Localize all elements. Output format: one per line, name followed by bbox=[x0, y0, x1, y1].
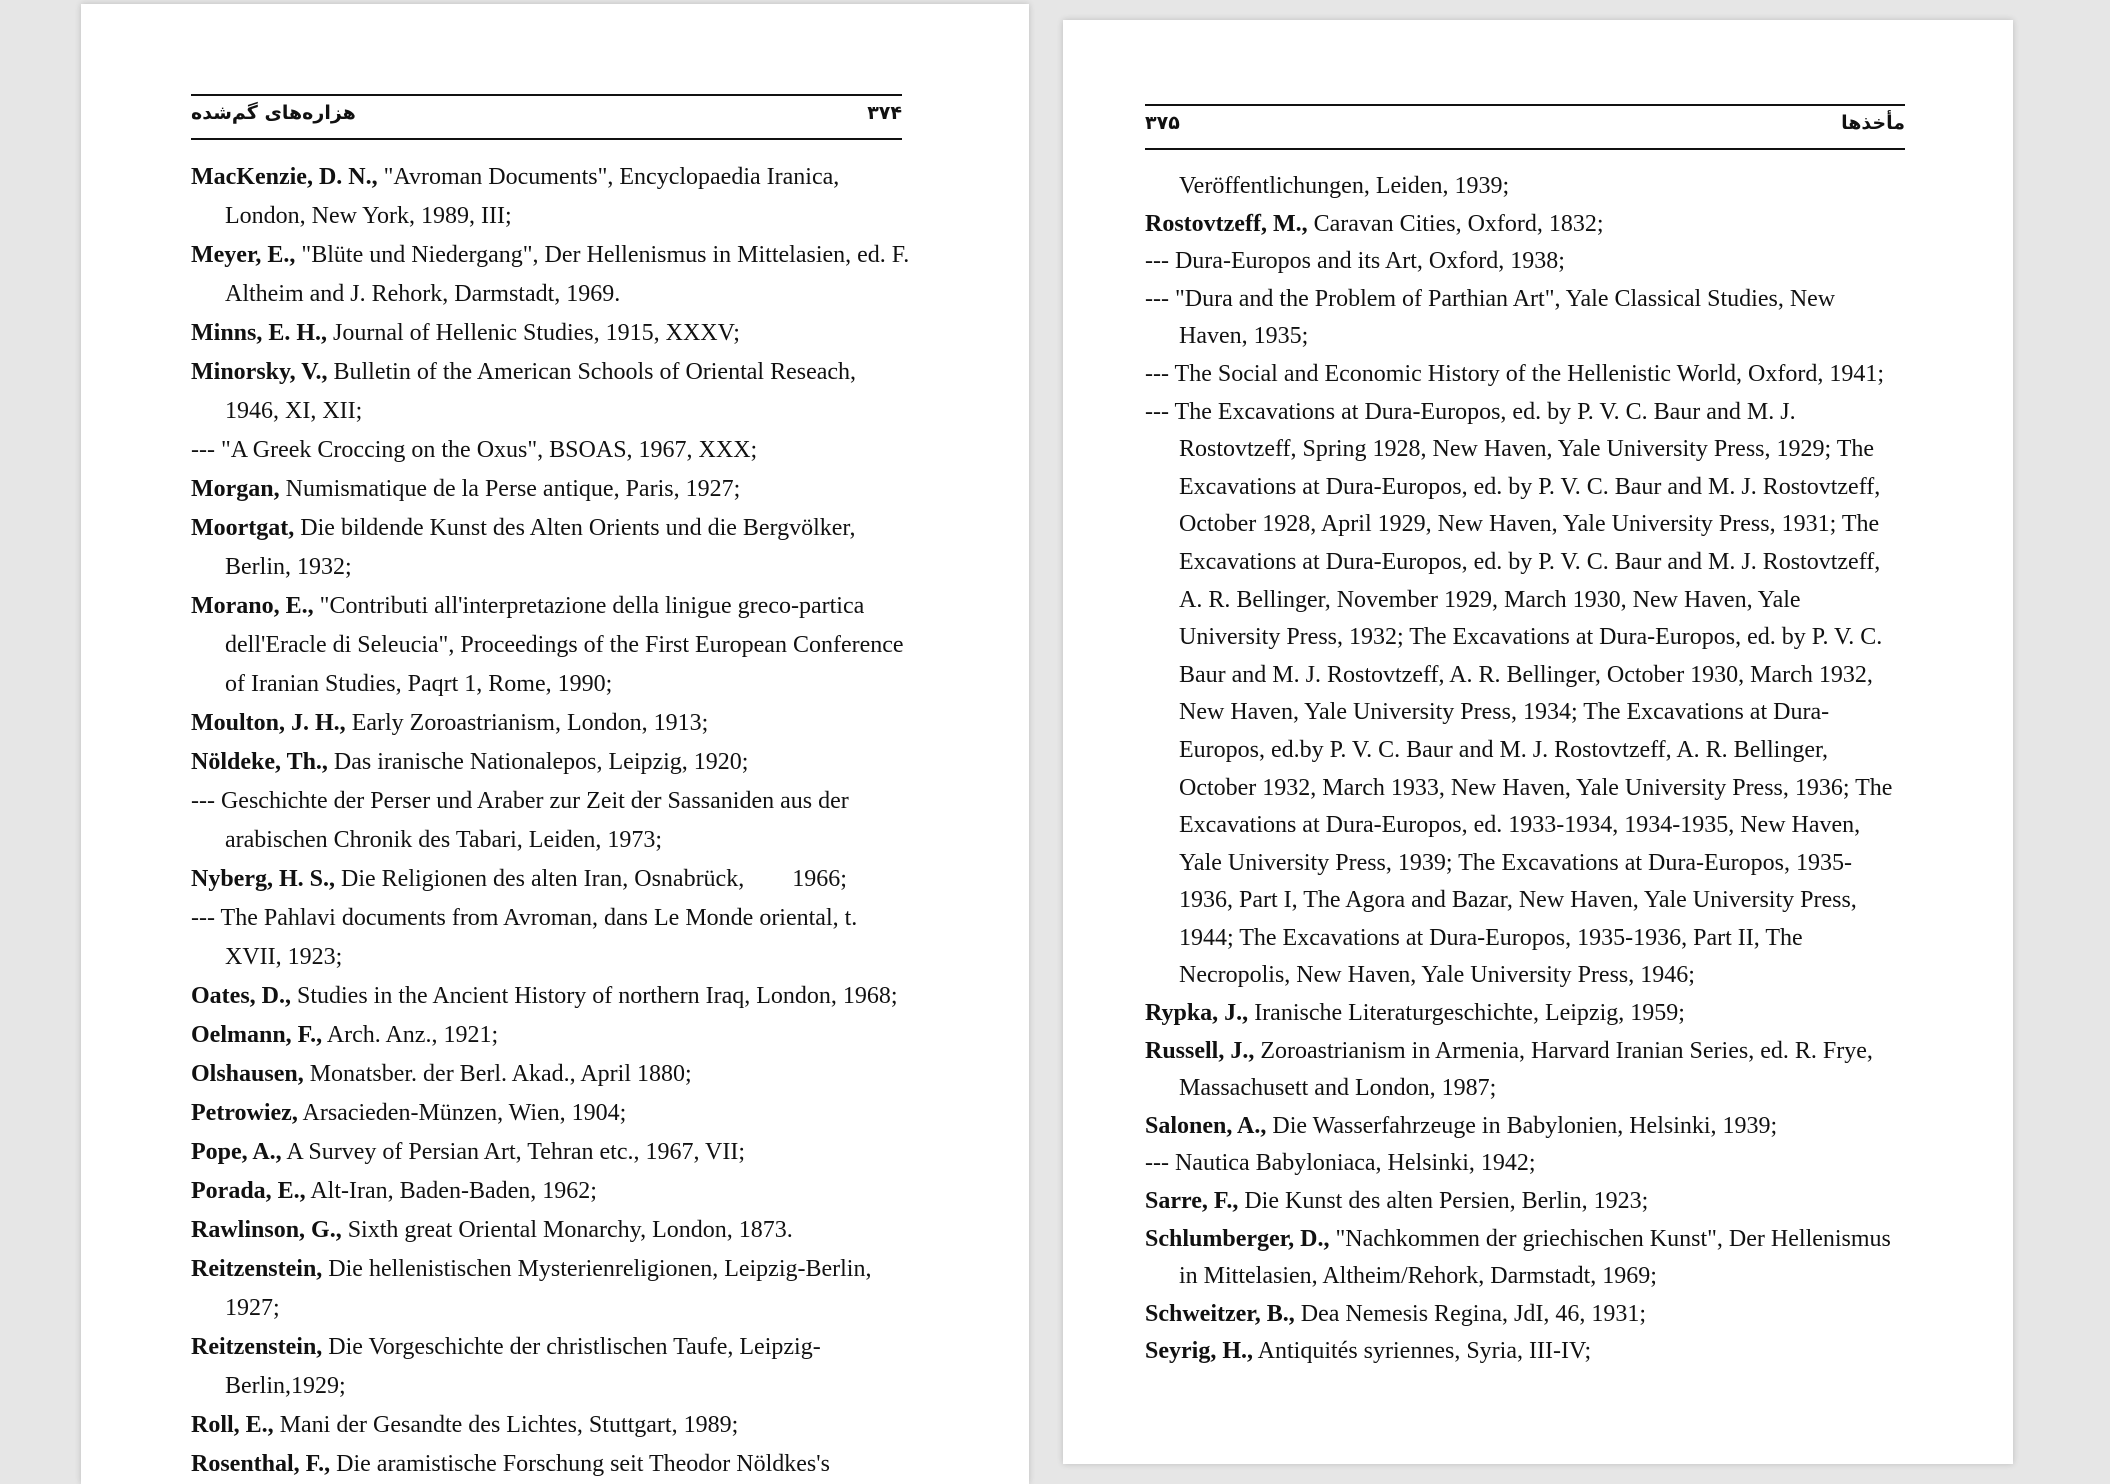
entry-text: "Avroman Documents", Encyclopaedia Iranica, London, New York, 1989, III; bbox=[225, 164, 846, 229]
bibliography-entry bbox=[191, 158, 911, 236]
running-title: هزاره‌های گم‌شده bbox=[191, 102, 356, 124]
bibliography-entry bbox=[191, 1406, 911, 1445]
entry-author: Rypka, J., bbox=[1145, 1000, 1249, 1027]
running-header bbox=[1145, 104, 1905, 150]
entry-text: Early Zoroastrianism, London, 1913; bbox=[345, 710, 709, 736]
entry-text: Mani der Gesandte des Lichtes, Stuttgart, 1989; bbox=[273, 1412, 739, 1438]
bibliography-entry bbox=[191, 236, 914, 314]
entry-author: Rawlinson, G., bbox=[191, 1217, 342, 1243]
left-page bbox=[81, 4, 1029, 1484]
entry-text: --- Dura-Europos and its Art, Oxford, 1938; bbox=[1145, 248, 1565, 275]
bibliography-entry bbox=[191, 1133, 911, 1172]
entry-text: Bulletin of the American Schools of Oriental Reseach, 1946, XI, XII; bbox=[225, 359, 863, 424]
bibliography-list bbox=[191, 158, 914, 1484]
bibliography-entry bbox=[191, 1328, 911, 1406]
entry-author: Petrowiez, bbox=[191, 1100, 298, 1126]
entry-text: Antiquités syriennes, Syria, III-IV; bbox=[1253, 1338, 1592, 1365]
entry-author: Rostovtzeff, M., bbox=[1145, 210, 1308, 237]
entry-text: --- "Dura and the Problem of Parthian Art", Yale Classical Studies, New Haven, 1935; bbox=[1145, 285, 1842, 350]
entry-text: Sixth great Oriental Monarchy, London, 1873. bbox=[341, 1217, 793, 1243]
entry-author: Seyrig, H., bbox=[1145, 1338, 1253, 1365]
entry-text: --- The Social and Economic History of the Hellenistic World, Oxford, 1941; bbox=[1145, 360, 1885, 387]
entry-author: Russell, J., bbox=[1145, 1037, 1255, 1064]
entry-author: Salonen, A., bbox=[1145, 1112, 1267, 1139]
bibliography-entry bbox=[191, 1172, 911, 1211]
bibliography-entry bbox=[1145, 206, 1905, 244]
entry-author: Nöldeke, Th., bbox=[191, 749, 328, 775]
bibliography-entry bbox=[191, 1016, 911, 1055]
entry-text: Die bildende Kunst des Alten Orients und die Bergvölker, Berlin, 1932; bbox=[225, 515, 862, 580]
entry-author: Reitzenstein, bbox=[191, 1256, 323, 1282]
bibliography-entry bbox=[191, 860, 911, 899]
entry-author: Oelmann, F., bbox=[191, 1022, 323, 1048]
bibliography-entry bbox=[191, 353, 911, 431]
entry-text: Caravan Cities, Oxford, 1832; bbox=[1307, 210, 1604, 237]
bibliography-entry bbox=[191, 704, 911, 743]
entry-author: Morgan, bbox=[191, 476, 280, 502]
entry-author: Oates, D., bbox=[191, 983, 291, 1009]
entry-text: Monatsber. der Berl. Akad., April 1880; bbox=[303, 1061, 692, 1087]
entry-text: A Survey of Persian Art, Tehran etc., 1967, VII; bbox=[281, 1139, 746, 1165]
page-number: ۳۷۴ bbox=[867, 102, 902, 124]
entry-text: --- "A Greek Croccing on the Oxus", BSOAS, 1967, XXX; bbox=[191, 437, 758, 463]
entry-text: Die aramistische Forschung seit Theodor Nöldkes's bbox=[330, 1451, 830, 1477]
entry-text: Die Vorgeschichte der christlischen Taufe, Leipzig-Berlin,1929; bbox=[225, 1334, 821, 1399]
entry-text: "Contributi all'interpretazione della linigue greco-partica dell'Eracle di Seleucia", Proceedings of the First European Conference of Iranian Studies, Paqrt 1, Rome, 1990; bbox=[225, 593, 910, 697]
bibliography-entry bbox=[191, 431, 911, 470]
entry-text: Arch. Anz., 1921; bbox=[322, 1022, 499, 1048]
entry-text: --- The Excavations at Dura-Europos, ed. by P. V. C. Baur and M. J. Rostovtzeff, Spring 1928, New Haven, Yale University Press, 1929; The Excavations at Dura-Europos, ed. by P. V. C. Baur and M. J. Rostovtzeff, October 1928, April 1929, New Haven, Yale University Press, 1931; The Excavations at Dura-Europos, ed. by P. V. C. Baur and M. J. Rostovtzeff, A. R. Bellinger, November 1929, March 1930, New Haven, Yale University Press, 1932; The Excavations at Dura-Europos, ed. by P. V. C. Baur and M. J. Rostovtzeff, A. R. Bellinger, October 1930, March 1932, New Haven, Yale University Press, 1934; The Excavations at Dura-Europos, ed.by P. V. C. Baur and M. J. Rostovtzeff, A. R. Bellinger, October 1932, March 1933, New Haven, Yale University Press, 1936; The Excavations at Dura-Europos, ed. 1933-1934, 1934-1935, New Haven, Yale University Press, 1939; The Excavations at Dura-Europos, 1935-1936, Part I, The Agora and Bazar, New Haven, Yale University Press, 1944; The Excavations at Dura-Europos, 1935-1936, Part II, The Necropolis, New Haven, Yale University Press, 1946; bbox=[1145, 398, 1899, 989]
entry-text: Die Kunst des alten Persien, Berlin, 1923; bbox=[1238, 1188, 1649, 1215]
entry-text: Studies in the Ancient History of northern Iraq, London, 1968; bbox=[290, 983, 898, 1009]
bibliography-entry bbox=[191, 1211, 911, 1250]
bibliography-list bbox=[1145, 168, 1905, 1371]
entry-author: Moulton, J. H., bbox=[191, 710, 346, 736]
bibliography-entry bbox=[191, 899, 911, 977]
bibliography-entry bbox=[191, 587, 911, 704]
bibliography-entry bbox=[1145, 356, 1905, 394]
bibliography-entry bbox=[191, 314, 911, 353]
entry-text: --- Geschichte der Perser und Araber zur Zeit der Sassaniden aus der arabischen Chronik des Tabari, Leiden, 1973; bbox=[191, 788, 873, 853]
page-number: ۳۷۵ bbox=[1145, 112, 1180, 134]
bibliography-entry bbox=[1145, 243, 1905, 281]
bibliography-entry bbox=[191, 743, 911, 782]
entry-text: Die hellenistischen Mysterienreligionen, Leipzig-Berlin, 1927; bbox=[225, 1256, 878, 1321]
entry-text: Zoroastrianism in Armenia, Harvard Iranian Series, ed. R. Frye, Massachusett and London, 1987; bbox=[1179, 1037, 1879, 1102]
entry-text: Alt-Iran, Baden-Baden, 1962; bbox=[305, 1178, 597, 1204]
entry-author: Olshausen, bbox=[191, 1061, 304, 1087]
entry-text: "Blüte und Niedergang", Der Hellenismus in Mittelasien, ed. F. Altheim and J. Rehork, Darmstadt, 1969. bbox=[225, 242, 914, 307]
entry-author: Moortgat, bbox=[191, 515, 295, 541]
bibliography-entry bbox=[1145, 1108, 1905, 1146]
entry-text: Die Religionen des alten Iran, Osnabrück, 1966; bbox=[335, 866, 847, 892]
entry-author: Rosenthal, F., bbox=[191, 1451, 331, 1477]
entry-author: Pope, A., bbox=[191, 1139, 282, 1165]
bibliography-entry bbox=[191, 977, 911, 1016]
bibliography-entry bbox=[191, 1094, 911, 1133]
bibliography-entry bbox=[1145, 1333, 1905, 1371]
entry-text: --- The Pahlavi documents from Avroman, dans Le Monde oriental, t. XVII, 1923; bbox=[191, 905, 864, 970]
entry-author: Sarre, F., bbox=[1145, 1188, 1239, 1215]
bibliography-entry bbox=[1145, 1296, 1905, 1334]
bibliography-entry bbox=[191, 1055, 911, 1094]
bibliography-entry bbox=[1145, 995, 1905, 1033]
entry-author: Schlumberger, D., bbox=[1145, 1225, 1330, 1252]
bibliography-entry bbox=[1145, 1033, 1905, 1108]
continued-entry: Veröffentlichungen, Leiden, 1939; bbox=[1179, 173, 1510, 199]
entry-author: Reitzenstein, bbox=[191, 1334, 323, 1360]
bibliography-entry bbox=[191, 1250, 911, 1328]
bibliography-entry bbox=[191, 782, 911, 860]
entry-text: Das iranische Nationalepos, Leipzig, 1920; bbox=[327, 749, 749, 775]
entry-author: Roll, E., bbox=[191, 1412, 274, 1438]
entry-author: Nyberg, H. S., bbox=[191, 866, 335, 892]
bibliography-entry bbox=[1145, 1221, 1905, 1296]
entry-text: "Nachkommen der griechischen Kunst", Der Hellenismus in Mittelasien, Altheim/Rehork, Darmstadt, 1969; bbox=[1179, 1225, 1897, 1290]
entry-author: Minns, E. H., bbox=[191, 320, 328, 346]
entry-author: MacKenzie, D. N., bbox=[191, 164, 378, 190]
entry-author: Minorsky, V., bbox=[191, 359, 328, 385]
entry-text: Journal of Hellenic Studies, 1915, XXXV; bbox=[327, 320, 740, 346]
entry-text: --- Nautica Babyloniaca, Helsinki, 1942; bbox=[1145, 1150, 1536, 1177]
entry-text: Arsacieden-Münzen, Wien, 1904; bbox=[297, 1100, 627, 1126]
entry-text: Die Wasserfahrzeuge in Babylonien, Helsinki, 1939; bbox=[1266, 1112, 1778, 1139]
entry-author: Meyer, E., bbox=[191, 242, 296, 268]
entry-author: Morano, E., bbox=[191, 593, 314, 619]
right-page bbox=[1063, 20, 2013, 1464]
bibliography-entry bbox=[191, 470, 911, 509]
bibliography-entry bbox=[1145, 394, 1905, 996]
bibliography-entry bbox=[1145, 1183, 1905, 1221]
bibliography-entry bbox=[1145, 281, 1905, 356]
bibliography-entry bbox=[191, 509, 911, 587]
running-header bbox=[191, 94, 902, 140]
bibliography-entry bbox=[1145, 1145, 1905, 1183]
entry-author: Schweitzer, B., bbox=[1145, 1300, 1295, 1327]
entry-text: Dea Nemesis Regina, JdI, 46, 1931; bbox=[1294, 1300, 1647, 1327]
entry-text: Numismatique de la Perse antique, Paris, 1927; bbox=[279, 476, 741, 502]
bibliography-entry bbox=[191, 1445, 911, 1484]
running-title: مأخذها bbox=[1841, 112, 1905, 134]
entry-author: Porada, E., bbox=[191, 1178, 306, 1204]
entry-text: Iranische Literaturgeschichte, Leipzig, 1959; bbox=[1248, 1000, 1685, 1027]
